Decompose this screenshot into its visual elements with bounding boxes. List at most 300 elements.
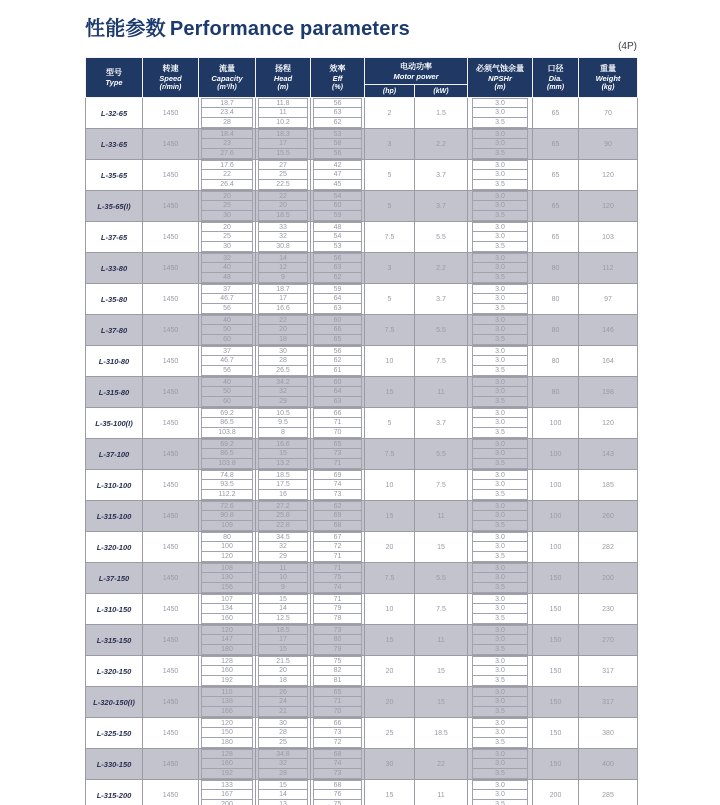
- npshr-value-box: 3.0: [472, 697, 528, 707]
- head-value: [256, 800, 311, 805]
- dia-cell: 100: [533, 470, 579, 501]
- weight-cell: 317: [579, 687, 638, 718]
- head-value: [256, 738, 311, 749]
- head-value-box: 14: [258, 790, 308, 800]
- head-value-box: 13.2: [258, 459, 308, 469]
- capacity-value: [199, 738, 256, 749]
- motor-power-kw-cell: 15: [415, 687, 468, 718]
- npshr-value: [468, 532, 533, 543]
- npshr-value-box: 3.0: [472, 656, 528, 666]
- npshr-value-box: 3.0: [472, 356, 528, 366]
- npshr-value: [468, 439, 533, 450]
- capacity-value: [199, 790, 256, 800]
- capacity-value-box: 110: [201, 687, 253, 697]
- eff-value-box: 48: [313, 222, 362, 232]
- capacity-value-box: 109: [201, 521, 253, 531]
- eff-value: [311, 139, 365, 149]
- speed-cell: 1450: [143, 625, 199, 656]
- head-value-box: 8: [258, 428, 308, 438]
- eff-value: [311, 315, 365, 326]
- eff-value: [311, 377, 365, 388]
- capacity-value: [199, 170, 256, 180]
- motor-power-hp-cell: 2: [365, 98, 415, 129]
- eff-value: [311, 532, 365, 543]
- col-header-dia-en: Dia.: [548, 73, 563, 83]
- head-value-box: 30.8: [258, 242, 308, 252]
- npshr-value: [468, 191, 533, 202]
- npshr-value-box: 3.0: [472, 687, 528, 697]
- capacity-value-box: 192: [201, 676, 253, 686]
- col-header-npshr-zh: 必须气蚀余量: [476, 63, 524, 73]
- capacity-value: [199, 800, 256, 805]
- table-row: [86, 408, 638, 419]
- head-value: [256, 573, 311, 583]
- eff-value-box: 74: [313, 480, 362, 490]
- npshr-value-box: 3.0: [472, 418, 528, 428]
- eff-value: [311, 583, 365, 594]
- eff-value-box: 59: [313, 211, 362, 221]
- motor-power-hp-cell: 3: [365, 129, 415, 160]
- capacity-value: [199, 98, 256, 109]
- npshr-value-box: 3.0: [472, 170, 528, 180]
- npshr-value: [468, 604, 533, 614]
- motor-power-hp-cell: 10: [365, 470, 415, 501]
- eff-value: [311, 118, 365, 129]
- dia-cell: 150: [533, 594, 579, 625]
- npshr-value: [468, 98, 533, 109]
- col-header-weight-en: Weight: [595, 73, 621, 83]
- npshr-value-box: 3.0: [472, 511, 528, 521]
- capacity-value-box: 103.8: [201, 459, 253, 469]
- head-value-box: 18.5: [258, 625, 308, 635]
- head-value-box: 10.5: [258, 408, 308, 418]
- npshr-value-box: 3.5: [472, 149, 528, 159]
- capacity-value-box: 20: [201, 191, 253, 201]
- npshr-value-box: 3.0: [472, 625, 528, 635]
- eff-value: [311, 604, 365, 614]
- eff-value: [311, 645, 365, 656]
- head-value-box: 32: [258, 759, 308, 769]
- motor-power-kw-cell: 11: [415, 625, 468, 656]
- eff-value-box: 72: [313, 738, 362, 748]
- npshr-value-box: 3.0: [472, 263, 528, 273]
- table-row: [86, 625, 638, 636]
- capacity-value-box: 37: [201, 346, 253, 356]
- motor-power-kw-cell: 1.5: [415, 98, 468, 129]
- col-header-npshr: [468, 58, 533, 98]
- capacity-value-box: 150: [201, 728, 253, 738]
- table-row: [86, 253, 638, 264]
- npshr-value-box: 3.0: [472, 139, 528, 149]
- eff-value-box: 64: [313, 387, 362, 397]
- table-header: [86, 58, 638, 98]
- npshr-value: [468, 707, 533, 718]
- eff-value: [311, 253, 365, 264]
- head-value-box: 27.2: [258, 501, 308, 511]
- capacity-value: [199, 552, 256, 563]
- head-value: [256, 542, 311, 552]
- eff-value: [311, 129, 365, 140]
- capacity-value-box: 69.2: [201, 439, 253, 449]
- head-value-box: 21: [258, 707, 308, 717]
- head-value: [256, 749, 311, 760]
- npshr-value-box: 3.0: [472, 439, 528, 449]
- head-value-box: 10.2: [258, 118, 308, 128]
- head-value-box: 21.5: [258, 656, 308, 666]
- npshr-value-box: 3.0: [472, 191, 528, 201]
- npshr-value-box: 3.0: [472, 129, 528, 139]
- capacity-value: [199, 325, 256, 335]
- capacity-value: [199, 118, 256, 129]
- capacity-value: [199, 687, 256, 698]
- capacity-value-box: 160: [201, 614, 253, 624]
- eff-value-box: 71: [313, 697, 362, 707]
- head-value-box: 29: [258, 397, 308, 407]
- head-value-box: 16: [258, 490, 308, 500]
- npshr-value: [468, 149, 533, 160]
- eff-value: [311, 263, 365, 273]
- capacity-value-box: 108: [201, 563, 253, 573]
- head-value: [256, 335, 311, 346]
- head-value-box: 11: [258, 563, 308, 573]
- motor-power-hp-cell: 20: [365, 532, 415, 563]
- npshr-value: [468, 253, 533, 264]
- capacity-value: [199, 707, 256, 718]
- capacity-value-box: 200: [201, 800, 253, 805]
- dia-cell: 100: [533, 532, 579, 563]
- dia-cell: 80: [533, 315, 579, 346]
- weight-cell: 230: [579, 594, 638, 625]
- capacity-value-box: 192: [201, 769, 253, 779]
- capacity-value-box: 120: [201, 625, 253, 635]
- weight-cell: 380: [579, 718, 638, 749]
- speed-cell: 1450: [143, 98, 199, 129]
- npshr-value: [468, 397, 533, 408]
- capacity-value-box: 60: [201, 335, 253, 345]
- eff-value-box: 56: [313, 253, 362, 263]
- head-value-box: 18.7: [258, 284, 308, 294]
- eff-value: [311, 418, 365, 428]
- npshr-value-box: 3.0: [472, 315, 528, 325]
- head-value-box: 27: [258, 160, 308, 170]
- pump-type-cell: L-37-65: [86, 222, 143, 253]
- speed-cell: 1450: [143, 439, 199, 470]
- capacity-value: [199, 315, 256, 326]
- npshr-value: [468, 211, 533, 222]
- col-header-dia-zh: 口径: [547, 63, 564, 73]
- eff-value: [311, 459, 365, 470]
- head-value-box: 18.3: [258, 129, 308, 139]
- capacity-value: [199, 356, 256, 366]
- col-header-capacity-unit: (m³/h): [217, 83, 237, 91]
- col-header-kw: (kW): [415, 85, 468, 98]
- speed-cell: 1450: [143, 718, 199, 749]
- head-value-box: 28: [258, 356, 308, 366]
- eff-value: [311, 304, 365, 315]
- capacity-value: [199, 728, 256, 738]
- eff-value-box: 82: [313, 666, 362, 676]
- npshr-value-box: 3.0: [472, 573, 528, 583]
- npshr-value: [468, 625, 533, 636]
- motor-power-kw-cell: 15: [415, 656, 468, 687]
- motor-power-hp-cell: 10: [365, 346, 415, 377]
- col-header-head-unit: (m): [277, 83, 289, 91]
- motor-power-kw-cell: 18.5: [415, 718, 468, 749]
- col-header-eff: [311, 58, 365, 98]
- capacity-value: [199, 439, 256, 450]
- npshr-value-box: 3.0: [472, 108, 528, 118]
- eff-value: [311, 387, 365, 397]
- npshr-value-box: 3.5: [472, 769, 528, 779]
- npshr-value: [468, 769, 533, 780]
- head-value-box: 17.5: [258, 480, 308, 490]
- speed-cell: 1450: [143, 749, 199, 780]
- dia-cell: 65: [533, 222, 579, 253]
- capacity-value: [199, 532, 256, 543]
- head-value: [256, 304, 311, 315]
- head-value: [256, 273, 311, 284]
- capacity-value-box: 166: [201, 707, 253, 717]
- head-value-box: 17: [258, 139, 308, 149]
- capacity-value-box: 138: [201, 697, 253, 707]
- pump-type-cell: L-35-65(I): [86, 191, 143, 222]
- eff-value: [311, 697, 365, 707]
- eff-value-box: 69: [313, 470, 362, 480]
- npshr-value: [468, 366, 533, 377]
- speed-cell: 1450: [143, 191, 199, 222]
- weight-cell: 164: [579, 346, 638, 377]
- eff-value: [311, 749, 365, 760]
- head-value: [256, 191, 311, 202]
- motor-power-hp-cell: 7.5: [365, 563, 415, 594]
- capacity-value-box: 86.5: [201, 449, 253, 459]
- head-value: [256, 263, 311, 273]
- eff-value: [311, 232, 365, 242]
- npshr-value: [468, 315, 533, 326]
- npshr-value-box: 3.0: [472, 377, 528, 387]
- head-value: [256, 645, 311, 656]
- performance-parameters-table: [85, 57, 638, 805]
- npshr-value: [468, 635, 533, 645]
- head-value-box: 22.5: [258, 180, 308, 190]
- head-value: [256, 149, 311, 160]
- motor-power-hp-cell: 3: [365, 253, 415, 284]
- eff-value: [311, 408, 365, 419]
- motor-power-kw-cell: 3.7: [415, 191, 468, 222]
- capacity-value-box: 40: [201, 377, 253, 387]
- head-value: [256, 408, 311, 419]
- head-value-box: 29: [258, 552, 308, 562]
- capacity-value: [199, 656, 256, 667]
- head-value-box: 26: [258, 687, 308, 697]
- page-title-en: Performance parameters: [169, 18, 410, 40]
- npshr-value: [468, 118, 533, 129]
- capacity-value: [199, 490, 256, 501]
- capacity-value-box: 56: [201, 304, 253, 314]
- speed-cell: 1450: [143, 501, 199, 532]
- npshr-value: [468, 108, 533, 118]
- capacity-value: [199, 521, 256, 532]
- npshr-value-box: 3.0: [472, 294, 528, 304]
- npshr-value-box: 3.5: [472, 490, 528, 500]
- capacity-value: [199, 635, 256, 645]
- npshr-value: [468, 552, 533, 563]
- pump-type-cell: L-35-80: [86, 284, 143, 315]
- pump-type-cell: L-35-100(I): [86, 408, 143, 439]
- capacity-value-box: 50: [201, 325, 253, 335]
- npshr-value: [468, 180, 533, 191]
- col-header-eff-unit: (%): [332, 83, 343, 91]
- npshr-value-box: 3.0: [472, 780, 528, 790]
- head-value: [256, 521, 311, 532]
- table-row: [86, 470, 638, 481]
- head-value: [256, 242, 311, 253]
- motor-power-hp-cell: 5: [365, 408, 415, 439]
- npshr-value-box: 3.5: [472, 242, 528, 252]
- weight-cell: 260: [579, 501, 638, 532]
- dia-cell: 100: [533, 408, 579, 439]
- pump-type-cell: L-310-100: [86, 470, 143, 501]
- eff-value-box: 59: [313, 284, 362, 294]
- npshr-value: [468, 418, 533, 428]
- eff-value: [311, 149, 365, 160]
- head-value: [256, 687, 311, 698]
- head-value: [256, 594, 311, 605]
- head-value: [256, 160, 311, 171]
- weight-cell: 146: [579, 315, 638, 346]
- capacity-value: [199, 563, 256, 574]
- capacity-value-box: 180: [201, 738, 253, 748]
- eff-value-box: 78: [313, 614, 362, 624]
- col-header-motor-power-en: Motor power: [393, 71, 439, 81]
- npshr-value: [468, 521, 533, 532]
- motor-power-kw-cell: 11: [415, 780, 468, 805]
- capacity-value-box: 74.8: [201, 470, 253, 480]
- speed-cell: 1450: [143, 408, 199, 439]
- pump-type-cell: L-310-150: [86, 594, 143, 625]
- eff-value-box: 53: [313, 242, 362, 252]
- motor-power-hp-cell: 10: [365, 594, 415, 625]
- head-value-box: 25: [258, 738, 308, 748]
- eff-value: [311, 511, 365, 521]
- head-value-box: 9: [258, 583, 308, 593]
- eff-value-box: 62: [313, 273, 362, 283]
- pump-type-cell: L-315-80: [86, 377, 143, 408]
- head-value: [256, 201, 311, 211]
- capacity-value: [199, 501, 256, 512]
- col-header-hp: (hp): [365, 85, 415, 98]
- eff-value: [311, 170, 365, 180]
- dia-cell: 100: [533, 439, 579, 470]
- head-value-box: 32: [258, 387, 308, 397]
- head-value-box: 26.5: [258, 366, 308, 376]
- head-value: [256, 170, 311, 180]
- capacity-value: [199, 180, 256, 191]
- eff-value-box: 42: [313, 160, 362, 170]
- table-row: [86, 315, 638, 326]
- npshr-value-box: 3.5: [472, 583, 528, 593]
- npshr-value-box: 3.0: [472, 232, 528, 242]
- capacity-value: [199, 449, 256, 459]
- speed-cell: 1450: [143, 687, 199, 718]
- npshr-value-box: 3.0: [472, 790, 528, 800]
- eff-value-box: 66: [313, 325, 362, 335]
- npshr-value: [468, 459, 533, 470]
- eff-value: [311, 346, 365, 357]
- eff-value-box: 56: [313, 346, 362, 356]
- eff-value: [311, 108, 365, 118]
- eff-value-box: 72: [313, 542, 362, 552]
- pump-type-cell: L-37-80: [86, 315, 143, 346]
- npshr-value: [468, 356, 533, 366]
- npshr-value-box: 3.5: [472, 304, 528, 314]
- head-value-box: 32: [258, 542, 308, 552]
- npshr-value-box: 3.0: [472, 284, 528, 294]
- dia-cell: 100: [533, 501, 579, 532]
- table-row: [86, 656, 638, 667]
- npshr-value: [468, 501, 533, 512]
- npshr-value-box: 3.0: [472, 253, 528, 263]
- eff-value: [311, 180, 365, 191]
- col-header-npshr-en: NPSHr: [488, 73, 512, 83]
- eff-value-box: 68: [313, 749, 362, 759]
- head-value: [256, 552, 311, 563]
- npshr-value-box: 3.0: [472, 604, 528, 614]
- npshr-value: [468, 129, 533, 140]
- table-row: [86, 222, 638, 233]
- npshr-value: [468, 170, 533, 180]
- head-value: [256, 98, 311, 109]
- pump-type-cell: L-310-80: [86, 346, 143, 377]
- head-value-box: 22.8: [258, 521, 308, 531]
- eff-value: [311, 242, 365, 253]
- col-header-type-en: Type: [105, 78, 123, 87]
- head-value: [256, 728, 311, 738]
- head-value: [256, 470, 311, 481]
- npshr-value-box: 3.0: [472, 594, 528, 604]
- npshr-value: [468, 263, 533, 273]
- speed-cell: 1450: [143, 222, 199, 253]
- motor-power-hp-cell: 15: [365, 377, 415, 408]
- head-value: [256, 108, 311, 118]
- col-header-capacity-en: Capacity: [211, 73, 243, 83]
- capacity-value-box: 69.2: [201, 408, 253, 418]
- eff-value: [311, 439, 365, 450]
- capacity-value: [199, 780, 256, 791]
- table-row: [86, 98, 638, 109]
- eff-value: [311, 614, 365, 625]
- eff-value-box: 65: [313, 335, 362, 345]
- motor-power-kw-cell: 11: [415, 501, 468, 532]
- speed-cell: 1450: [143, 532, 199, 563]
- speed-cell: 1450: [143, 284, 199, 315]
- head-value: [256, 211, 311, 222]
- capacity-value-box: 56: [201, 366, 253, 376]
- npshr-value: [468, 408, 533, 419]
- npshr-value-box: 3.5: [472, 676, 528, 686]
- pump-type-cell: L-33-65: [86, 129, 143, 160]
- npshr-value: [468, 490, 533, 501]
- dia-cell: 150: [533, 563, 579, 594]
- npshr-value: [468, 563, 533, 574]
- head-value-box: 34.5: [258, 532, 308, 542]
- capacity-value-box: 128: [201, 749, 253, 759]
- npshr-value-box: 3.5: [472, 180, 528, 190]
- eff-value: [311, 676, 365, 687]
- head-value-box: 12: [258, 263, 308, 273]
- npshr-value: [468, 666, 533, 676]
- head-value: [256, 284, 311, 295]
